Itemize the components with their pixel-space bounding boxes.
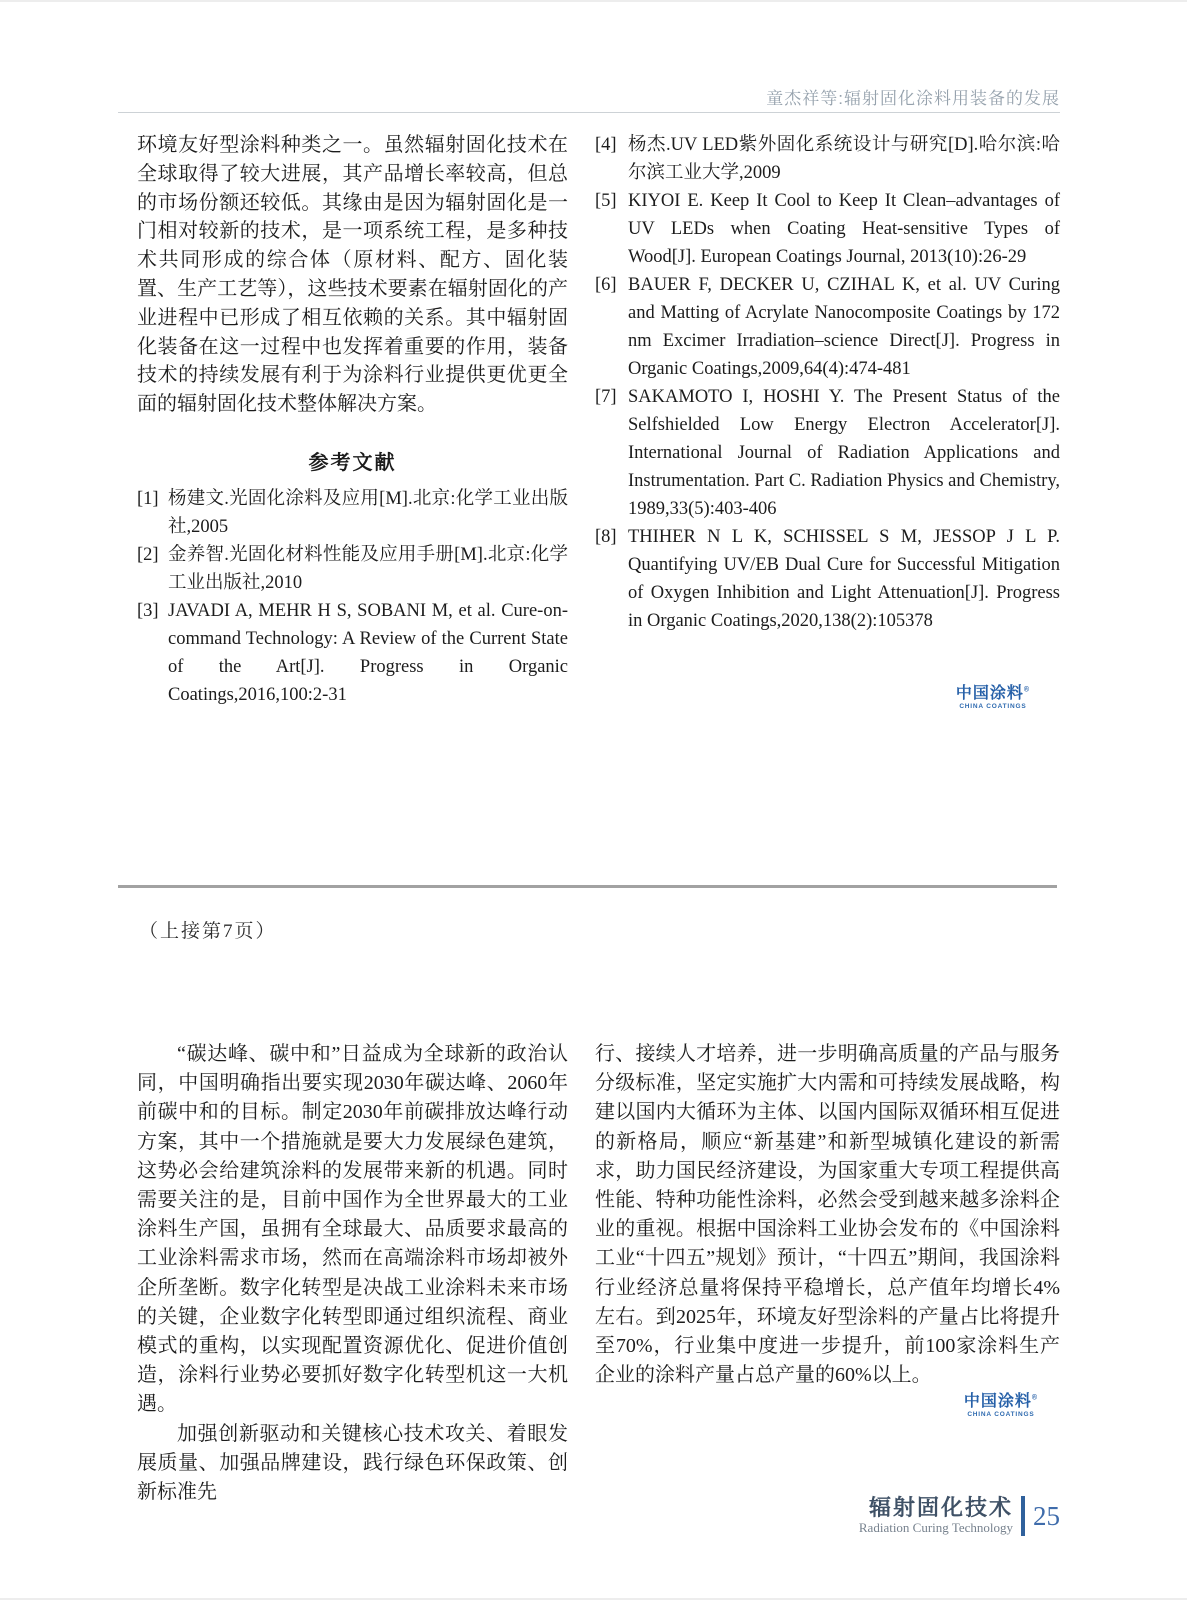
running-head: 童杰祥等:辐射固化涂料用装备的发展: [766, 89, 1060, 108]
registered-mark: ®: [1031, 1395, 1038, 1403]
lower-right-paragraph: 行、接续人才培养，进一步明确高质量的产品与服务分级标准，坚定实施扩大内需和可持续发展战略，构建以国内大循环为主体、以国内国际双循环相互促进的新格局，顺应“新基建”和新型城镇化建设的新需求，助力国民经济建设，为国家重大专项工程提供高性能、特种功能性涂料，必然会受到越来越多涂料企业的重视。根据中国涂料工业协会发布的《中国涂料工业“十四五”规划》预计，“十四五”期间，我国涂料行业经济总量将保持平稳增长，总产值年均增长4%左右。到2025年，环境友好型涂料的产量占比将提升至70%，行业集中度进一步提升，前100家涂料生产企业的涂料产量占总产量的60%以上。: [595, 1043, 1060, 1387]
reference-marker: [7]: [595, 387, 617, 407]
logo-cn-text: 中国涂料®: [963, 1393, 1038, 1411]
reference-text: JAVADI A, MEHR H S, SOBANI M, et al. Cure-on-command Technology: A Review of the Current State of the Art[J]. Progress in Organic Coatings,2016,100:2-31: [168, 600, 568, 705]
lower-section: [137, 1040, 1060, 1507]
reference-marker: [1]: [137, 488, 159, 509]
section-divider-rule: [118, 885, 1057, 888]
reference-item: [595, 523, 1060, 635]
logo-lower-wrap: [595, 1394, 1038, 1421]
page-edge-top: [0, 0, 1187, 2]
footer-page-number: 25: [1033, 1500, 1060, 1531]
reference-marker: [6]: [595, 275, 617, 295]
logo-en-text: CHINA COATINGS: [967, 1411, 1035, 1419]
reference-item: [595, 131, 1060, 187]
reference-marker: [3]: [137, 600, 159, 621]
logo-cn-text: 中国涂料®: [955, 685, 1030, 703]
reference-marker: [5]: [595, 191, 617, 211]
registered-mark: ®: [1023, 687, 1030, 695]
lower-left-paragraph-1: “碳达峰、碳中和”日益成为全球新的政治认同，中国明确指出要实现2030年碳达峰、2060年前碳中和的目标。制定2030年前碳排放达峰行动方案，其中一个措施就是要大力发展绿色建筑，这势必会给建筑涂料的发展带来新的机遇。同时需要关注的是，目前中国作为全世界最大的工业涂料生产国，虽拥有全球最大、品质要求最高的工业涂料需求市场，然而在高端涂料市场却被外企所垄断。数字化转型是决战工业涂料未来市场的关键，企业数字化转型即通过组织流程、商业模式的重构，以实现配置资源优化、促进价值创造，涂料行业势必要抓好数字化转型机这一大机遇。: [137, 1043, 568, 1416]
running-head-rule: [118, 112, 1060, 113]
lower-right-column: [595, 1040, 1060, 1507]
upper-right-column: [595, 131, 1060, 709]
references-heading: 参考文献: [308, 451, 397, 474]
reference-text: THIHER N L K, SCHISSEL S M, JESSOP J L P. Quantifying UV/EB Dual Cure for Successful Mitigation of Oxygen Inhibition and Light Attenuation[J]. Progress in Organic Coatings,2020,138(2):105378: [628, 527, 1060, 631]
reference-list-col1: [137, 485, 568, 709]
reference-marker: [2]: [137, 544, 159, 565]
reference-item: [137, 485, 568, 541]
reference-text: 杨建文.光固化涂料及应用[M].北京:化学工业出版社,2005: [168, 488, 568, 537]
reference-text: 金养智.光固化材料性能及应用手册[M].北京:化学工业出版社,2010: [168, 544, 568, 593]
logo-en-text: CHINA COATINGS: [959, 703, 1027, 711]
footer-divider-bar: [1021, 1496, 1025, 1536]
reference-text: SAKAMOTO I, HOSHI Y. The Present Status of the Selfshielded Low Energy Electron Accelerator[J]. International Journal of Radiation Applications and Instrumentation. Part C. Radiation Physics and Chemistry, 1989,33(5):403-406: [628, 387, 1060, 519]
reference-item: [595, 383, 1060, 523]
reference-marker: [8]: [595, 527, 617, 547]
reference-list-col2: [595, 131, 1060, 635]
reference-marker: [4]: [595, 135, 617, 155]
reference-text: KIYOI E. Keep It Cool to Keep It Clean–advantages of UV LEDs when Coating Heat-sensitive Types of Wood[J]. European Coatings Journal, 2013(10):26-29: [628, 191, 1060, 267]
footer-journal-titles: [859, 1496, 1013, 1536]
china-coatings-logo-lower: [964, 1394, 1038, 1419]
reference-item: [137, 541, 568, 597]
upper-left-column: [137, 131, 568, 709]
article-closing-paragraph: 环境友好型涂料种类之一。虽然辐射固化技术在全球取得了较大进展，其产品增长率较高，但总的市场份额还较低。其缘由是因为辐射固化是一门相对较新的技术，是一项系统工程，是多种技术共同形成的综合体（原材料、配方、固化装置、生产工艺等），这些技术要素在辐射固化的产业进程中已形成了相互依赖的关系。其中辐射固化装备在这一过程中也发挥着重要的作用，装备技术的持续发展有利于为涂料行业提供更优更全面的辐射固化技术整体解决方案。: [137, 134, 568, 416]
upper-section: [137, 131, 1060, 709]
continuation-note: （上接第7页）: [139, 921, 277, 942]
page-footer: [859, 1496, 1060, 1536]
lower-left-paragraph-2: 加强创新驱动和关键核心技术攻关、着眼发展质量、加强品牌建设，践行绿色环保政策、创新标准先: [137, 1422, 568, 1504]
reference-item: [137, 597, 568, 709]
reference-item: [595, 187, 1060, 271]
lower-left-column: [137, 1040, 568, 1507]
footer-journal-en: Radiation Curing Technology: [858, 1520, 1013, 1536]
reference-text: 杨杰.UV LED紫外固化系统设计与研究[D].哈尔滨:哈尔滨工业大学,2009: [628, 135, 1060, 183]
reference-text: BAUER F, DECKER U, CZIHAL K, et al. UV Curing and Matting of Acrylate Nanocomposite Coatings by 172 nm Excimer Irradiation–science Direct[J]. Progress in Organic Coatings,2009,64(4):474-481: [628, 275, 1060, 379]
footer-journal-cn: 辐射固化技术: [868, 1495, 1013, 1520]
reference-item: [595, 271, 1060, 383]
china-coatings-logo-upper: [956, 686, 1030, 711]
